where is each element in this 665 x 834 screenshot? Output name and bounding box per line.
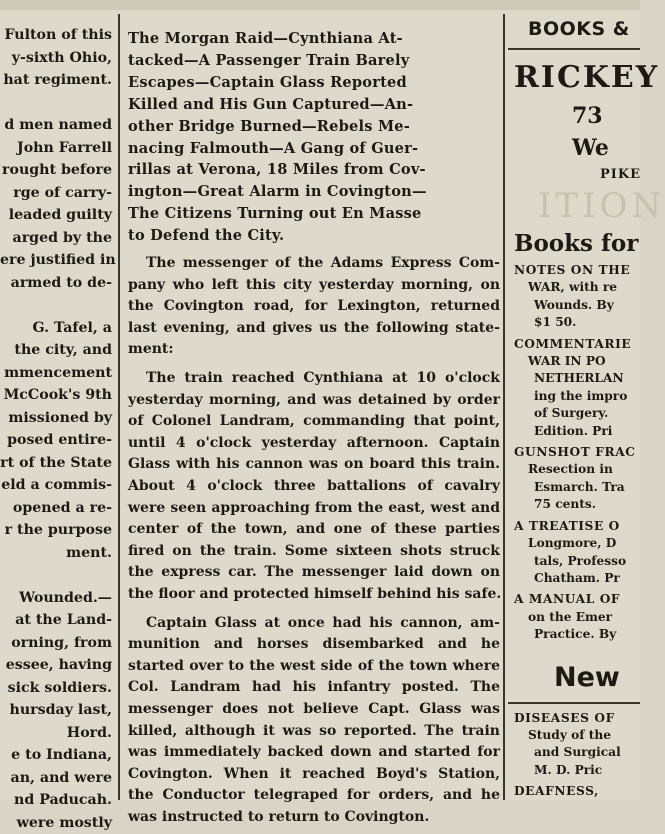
new-heading: New	[508, 656, 640, 700]
paragraph-line: munition and horses disembarked and he	[128, 634, 500, 656]
left-column-line: d men named	[0, 114, 112, 137]
paragraph-line: was immediately backed down and started for	[128, 742, 500, 764]
paragraph-line: the Conductor telegraped for orders, and he	[128, 785, 500, 807]
book-entry-line: Practice. By	[514, 626, 640, 643]
headline-line: Escapes—Captain Glass Reported	[128, 72, 500, 94]
left-column-line: leaded guilty	[0, 204, 112, 227]
bleedthrough-text: ITION	[508, 186, 640, 226]
left-column-line: mmencement	[0, 362, 112, 385]
paragraph-line: Glass with his cannon was on board this train.	[128, 454, 500, 476]
paragraph-line: fired on the train. Some sixteen shots struck	[128, 541, 500, 563]
paragraph-line: Captain Glass at once had his cannon, am-	[128, 613, 500, 635]
paragraph-line: killed, although it was so reported. The train	[128, 721, 500, 743]
headline-line: other Bridge Burned—Rebels Me-	[128, 116, 500, 138]
left-column-line: hursday last,	[0, 699, 112, 722]
left-column-line: hat regiment.	[0, 69, 112, 92]
headline-line: The Citizens Turning out En Masse	[128, 203, 500, 225]
left-column-line: ere justified in	[0, 249, 112, 272]
paragraph-line: were seen approaching from the east, west and	[128, 498, 500, 520]
book-entry-line: Esmarch. Tra	[514, 479, 640, 496]
paragraph-line: About 4 o'clock three battalions of cavalry	[128, 476, 500, 498]
book-entry-line: DEAFNESS,	[514, 783, 640, 800]
left-column-line: John Farrell	[0, 137, 112, 160]
headline-line: to Defend the City.	[128, 225, 500, 247]
book-entry-line: Edition. Pri	[514, 423, 640, 440]
book-entry-line: Wounds. By	[514, 297, 640, 314]
left-column-line: an, and were	[0, 767, 112, 790]
book-listings	[508, 262, 640, 648]
left-column-line: opened a re-	[0, 497, 112, 520]
store-name: RICKEY	[508, 56, 640, 100]
paragraph-line: yesterday morning, and was detained by order	[128, 390, 500, 412]
left-column-line: armed to de-	[0, 272, 112, 295]
book-entry	[508, 591, 640, 643]
book-entry-line: A MANUAL OF	[514, 591, 640, 608]
book-entry-line: ing the impro	[514, 388, 640, 405]
left-column-line: y-sixth Ohio,	[0, 47, 112, 70]
paragraph-line: The train reached Cynthiana at 10 o'clock	[128, 368, 500, 390]
paragraph-line: the floor and protected himself behind his safe.	[128, 584, 500, 606]
left-column-line	[0, 294, 112, 317]
book-entry-line: M. D. Pric	[514, 762, 640, 779]
left-column-line: McCook's 9th	[0, 384, 112, 407]
left-column-line: Wounded.—	[0, 587, 112, 610]
book-entry	[508, 444, 640, 514]
book-entry	[508, 710, 640, 780]
left-column-line: arged by the	[0, 227, 112, 250]
book-entry	[508, 783, 640, 800]
book-entry-line: GUNSHOT FRAC	[514, 444, 640, 461]
left-column-line: Hord.	[0, 722, 112, 745]
article-body	[128, 253, 500, 828]
paragraph-line: messenger does not believe Capt. Glass was	[128, 699, 500, 721]
article-paragraph	[128, 368, 500, 606]
left-column-line: posed entire-	[0, 429, 112, 452]
left-column-line: r the purpose	[0, 519, 112, 542]
paragraph-line: last evening, and gives us the following state-	[128, 318, 500, 340]
paragraph-line: ment:	[128, 339, 500, 361]
book-entry-line: and Surgical	[514, 744, 640, 761]
paragraph-line: pany who left this city yesterday morning, on	[128, 275, 500, 297]
left-column-line: missioned by	[0, 407, 112, 430]
left-column	[0, 24, 112, 800]
book-entry-line: 75 cents.	[514, 496, 640, 513]
paragraph-line: The messenger of the Adams Express Com-	[128, 253, 500, 275]
left-column-line: orning, from	[0, 632, 112, 655]
store-address: 73 We	[508, 100, 640, 164]
right-advert-column	[508, 12, 640, 800]
column-rule-right	[503, 14, 505, 800]
book-entry	[508, 518, 640, 588]
paragraph-line: the express car. The messenger laid down on	[128, 562, 500, 584]
article-paragraph	[128, 253, 500, 361]
books-section-title: Books for	[508, 226, 640, 262]
banner-divider	[508, 48, 640, 50]
book-entry-line: WAR, with re	[514, 279, 640, 296]
book-entry-line: DISEASES OF	[514, 710, 640, 727]
article-paragraph	[128, 613, 500, 829]
left-column-line: e to Indiana,	[0, 744, 112, 767]
paragraph-line: the Covington road, for Lexington, returned	[128, 296, 500, 318]
left-column-line: were mostly	[0, 812, 112, 834]
book-entry-line: Chatham. Pr	[514, 570, 640, 587]
paragraph-line: center of the town, and one of these parties	[128, 519, 500, 541]
headline-line: ington—Great Alarm in Covington—	[128, 181, 500, 203]
book-entry-line: NETHERLAN	[514, 370, 640, 387]
book-entry-line: NOTES ON THE	[514, 262, 640, 279]
column-rule-left	[118, 14, 120, 800]
left-column-line: rge of carry-	[0, 182, 112, 205]
left-column-line: Fulton of this	[0, 24, 112, 47]
article-headline	[128, 28, 500, 247]
headline-line: rillas at Verona, 18 Miles from Cov-	[128, 159, 500, 181]
headline-line: Killed and His Gun Captured—An-	[128, 94, 500, 116]
paragraph-line: of Colonel Landram, commanding that point,	[128, 411, 500, 433]
book-entry	[508, 262, 640, 332]
book-entry-line: tals, Professo	[514, 553, 640, 570]
center-article	[128, 28, 500, 800]
store-street: PIKE	[508, 164, 640, 186]
headline-line: tacked—A Passenger Train Barely	[128, 50, 500, 72]
paragraph-line: was instructed to return to Covington.	[128, 807, 500, 829]
paragraph-line: Col. Landram had his infantry posted. The	[128, 677, 500, 699]
left-column-line: eld a commis-	[0, 474, 112, 497]
headline-line: The Morgan Raid—Cynthiana At-	[128, 28, 500, 50]
book-entry-line: of Surgery.	[514, 405, 640, 422]
left-column-line: ment.	[0, 542, 112, 565]
left-column-line: nd Paducah.	[0, 789, 112, 812]
book-entry-line: Study of the	[514, 727, 640, 744]
left-column-line: sick soldiers.	[0, 677, 112, 700]
book-entry-line: WAR IN PO	[514, 353, 640, 370]
paragraph-line: until 4 o'clock yesterday afternoon. Captain	[128, 433, 500, 455]
books-banner: BOOKS &	[508, 12, 640, 46]
left-column-line: essee, having	[0, 654, 112, 677]
book-entry-line: $1 50.	[514, 314, 640, 331]
left-column-line: rt of the State	[0, 452, 112, 475]
left-column-line	[0, 564, 112, 587]
new-divider	[508, 702, 640, 704]
paragraph-line: started over to the west side of the town where	[128, 656, 500, 678]
book-entry-line: Resection in	[514, 461, 640, 478]
paragraph-line: Covington. When it reached Boyd's Station,	[128, 764, 500, 786]
book-listings-new	[508, 710, 640, 805]
left-column-line	[0, 92, 112, 115]
book-entry-line: COMMENTARIE	[514, 336, 640, 353]
book-entry-line: on the Emer	[514, 609, 640, 626]
book-entry-line: A TREATISE O	[514, 518, 640, 535]
book-entry	[508, 336, 640, 440]
page-top-edge	[0, 0, 640, 10]
left-column-line: G. Tafel, a	[0, 317, 112, 340]
left-column-line: rought before	[0, 159, 112, 182]
book-entry-line: Longmore, D	[514, 535, 640, 552]
left-column-line: at the Land-	[0, 609, 112, 632]
left-column-line: the city, and	[0, 339, 112, 362]
headline-line: nacing Falmouth—A Gang of Guer-	[128, 138, 500, 160]
